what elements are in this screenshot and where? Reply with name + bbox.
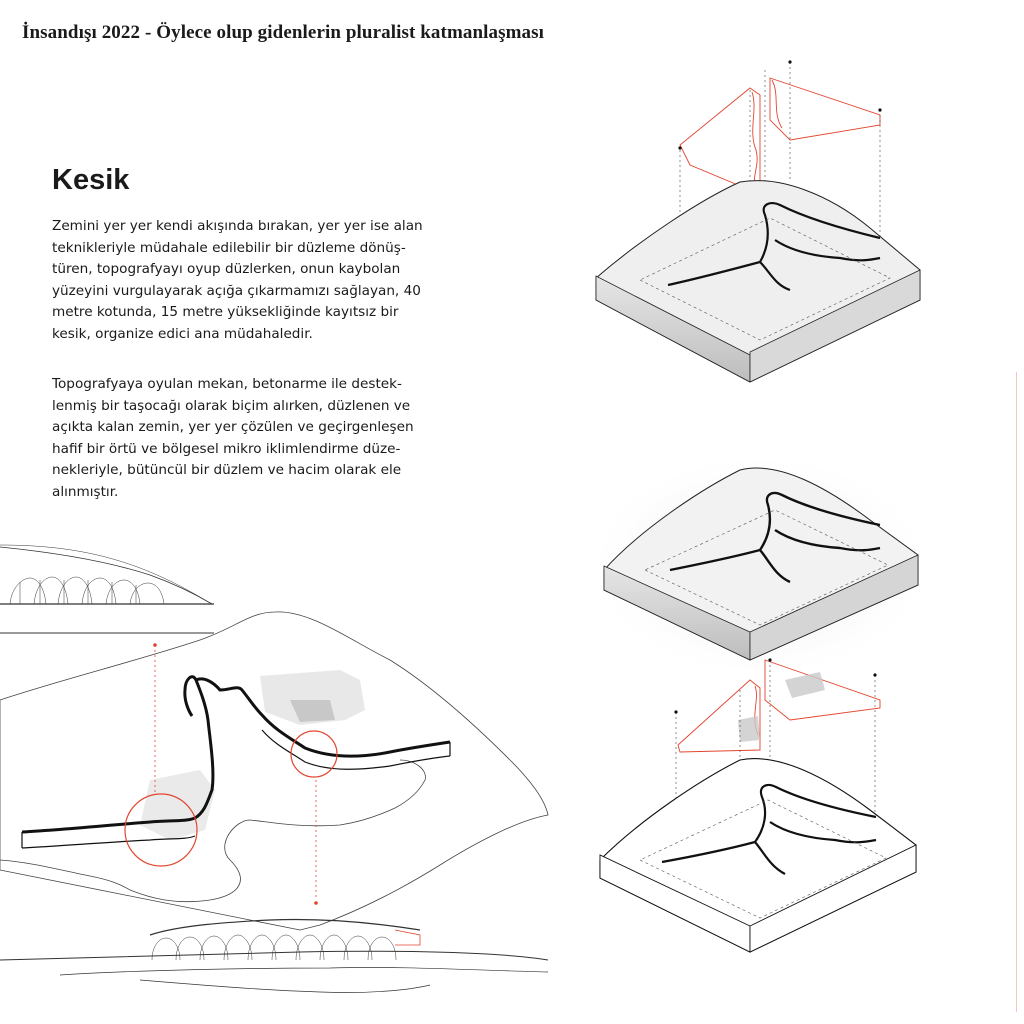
paragraph-line: nekleriyle, bütüncül bir düzlem ve hacim olarak ele — [52, 462, 402, 478]
elevation-drawing-top — [0, 545, 214, 633]
paragraph-line: hafif bir örtü ve bölgesel mikro iklimlendirme düze- — [52, 440, 401, 457]
section-title: Kesik — [52, 164, 130, 196]
axonometric-model-2 — [585, 450, 935, 680]
paragraph-line: teknikleriyle müdahale edilebilir bir düzleme dönüş- — [52, 239, 406, 256]
paragraph-line: metre kotunda, 15 metre yüksekliğinde kayıtsız bir — [52, 304, 399, 320]
page-title: İnsandışı 2022 - Öylece olup gidenlerin pluralist katmanlaşması — [22, 22, 545, 43]
paragraph-line: kesik, organize edici ana müdahaledir. — [52, 325, 313, 342]
paragraph-line: açıkta kalan zemin, yer yer çözülen ve geçirgenleşen — [52, 419, 414, 435]
paragraph-line: Zemini yer yer kendi akışında bırakan, yer yer ise alan — [52, 218, 423, 234]
axonometric-model-3 — [600, 658, 916, 952]
paragraph-line: lenmiş bir taşocağı olarak biçim alırken, düzlenen ve — [52, 397, 411, 414]
paragraph-line: türen, topografyayı oyup düzlerken, onun kaybolan — [52, 261, 401, 277]
paragraph-line: yüzeyini vurgulayarak açığa çıkarmamızı sağlayan, 40 — [52, 282, 421, 299]
paragraph-line: Topografyaya oyulan mekan, betonarme ile destek- — [52, 376, 402, 392]
paragraph-line: alınmıştır. — [52, 483, 119, 500]
plan-drawing — [0, 612, 548, 930]
axonometric-model-1 — [596, 60, 920, 382]
section-drawing-bottom — [0, 919, 548, 992]
